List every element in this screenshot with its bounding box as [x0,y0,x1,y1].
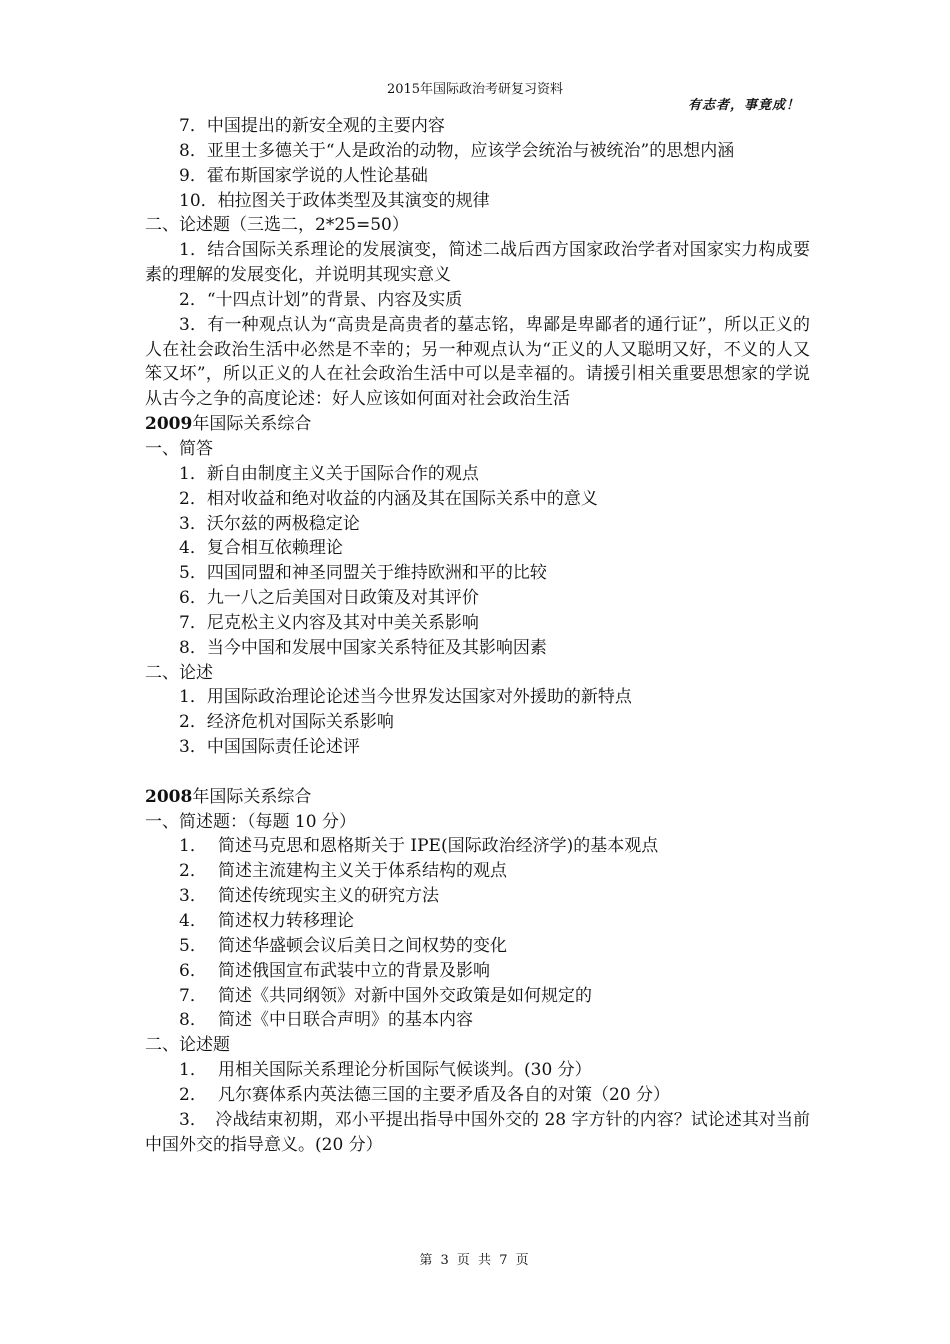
item-number: 7． [179,985,207,1006]
item-text: 简述主流建构主义关于体系结构的观点 [218,861,507,882]
list-item [145,1008,810,1033]
item-number: 8． [179,1010,207,1031]
section-heading: 二、论述题 [145,1035,230,1056]
section-year: 2008 [145,786,193,807]
list-item: 5．四国同盟和神圣同盟关于维持欧洲和平的比较 [179,563,547,584]
list-item: 1．结合国际关系理论的发展演变，简述二战后西方国家政治学者对国家实力构成要素的理解的发展变化，并说明其现实意义 [145,240,810,286]
list-item: 3．有一种观点认为“高贵是高贵者的墓志铭，卑鄙是卑鄙者的通行证”，所以正义的人在社会政治生活中必然是不幸的；另一种观点认为“正义的人又聪明又好，不义的人又笨又坏”，所以正义的人在社会政治生活中可以是幸福的。请援引相关重要思想家的学说从古今之争的高度论述：好人应该如何面对社会政治生活 [145,314,810,410]
list-item: 2．经济危机对国际关系影响 [179,712,394,733]
item-number: 1． [179,1060,207,1081]
list-item: 9．霍布斯国家学说的人性论基础 [179,165,428,186]
item-text: 用相关国际关系理论分析国际气候谈判。(30 分） [218,1060,592,1081]
item-number: 2． [179,1084,207,1105]
document-body [145,114,810,1157]
list-item: 7．中国提出的新安全观的主要内容 [179,116,445,136]
list-item [145,909,810,934]
section-heading: 二、论述题（三选二，2*25=50） [145,215,409,236]
section-title-text: 年国际关系综合 [192,786,312,807]
item-number: 5． [179,935,207,956]
list-item [145,834,810,859]
list-item: 3．沃尔兹的两极稳定论 [179,513,360,534]
list-item: 1．用国际政治理论论述当今世界发达国家对外援助的新特点 [179,687,632,708]
list-item: 2．相对收益和绝对收益的内涵及其在国际关系中的意义 [179,488,598,509]
list-item: 4．复合相互依赖理论 [179,538,343,559]
list-item: 3． 冷战结束初期，邓小平提出指导中国外交的 28 字方针的内容？试论述其对当前中国外交的指导意义。(20 分） [145,1109,810,1155]
spacer [145,760,810,785]
item-number: 2． [179,861,207,882]
item-text: 简述《中日联合声明》的基本内容 [218,1010,473,1031]
item-text: 凡尔赛体系内英法德三国的主要矛盾及各自的对策（20 分） [218,1084,671,1105]
section-heading: 二、论述 [145,662,213,683]
list-item [145,1058,810,1083]
item-text: 简述俄国宣布武装中立的背景及影响 [218,960,490,981]
page-header-title: 2015年国际政治考研复习资料 [386,82,564,97]
list-item: 8．亚里士多德关于“人是政治的动物，应该学会统治与被统治”的思想内涵 [179,140,735,161]
list-item: 3．中国国际责任论述评 [179,737,360,758]
header-motto: 有志者，事竟成！ [687,98,800,113]
list-item [145,934,810,959]
list-item [145,884,810,909]
page-footer: 第 3 页 共 7 页 [419,1253,531,1268]
list-item: 10．柏拉图关于政体类型及其演变的规律 [179,190,490,211]
item-text: 简述传统现实主义的研究方法 [218,886,439,907]
item-text: 简述《共同纲领》对新中国外交政策是如何规定的 [218,985,592,1006]
item-text: 简述权力转移理论 [218,911,354,931]
item-text: 简述华盛顿会议后美日之间权势的变化 [218,935,507,956]
item-number: 1． [179,836,207,857]
section-year: 2009 [145,414,193,435]
section-heading: 一、简答 [145,438,213,459]
section-heading: 一、简述题：（每题 10 分） [145,811,356,832]
list-item: 7．尼克松主义内容及其对中美关系影响 [179,612,479,633]
item-number: 4． [179,911,207,931]
list-item: 1．新自由制度主义关于国际合作的观点 [179,463,479,484]
list-item [145,859,810,884]
list-item: 8．当今中国和发展中国家关系特征及其影响因素 [179,637,547,658]
section-title-2008 [145,785,810,810]
item-number: 3． [179,886,207,907]
item-text: 简述马克思和恩格斯关于 IPE(国际政治经济学)的基本观点 [218,836,659,857]
section-title-2009 [145,412,810,437]
item-number: 6． [179,960,207,981]
list-item [145,984,810,1009]
list-item [145,959,810,984]
section-title-text: 年国际关系综合 [192,414,312,435]
list-item [145,1083,810,1108]
list-item: 6．九一八之后美国对日政策及对其评价 [179,588,479,609]
list-item: 2．“十四点计划”的背景、内容及实质 [179,289,463,310]
